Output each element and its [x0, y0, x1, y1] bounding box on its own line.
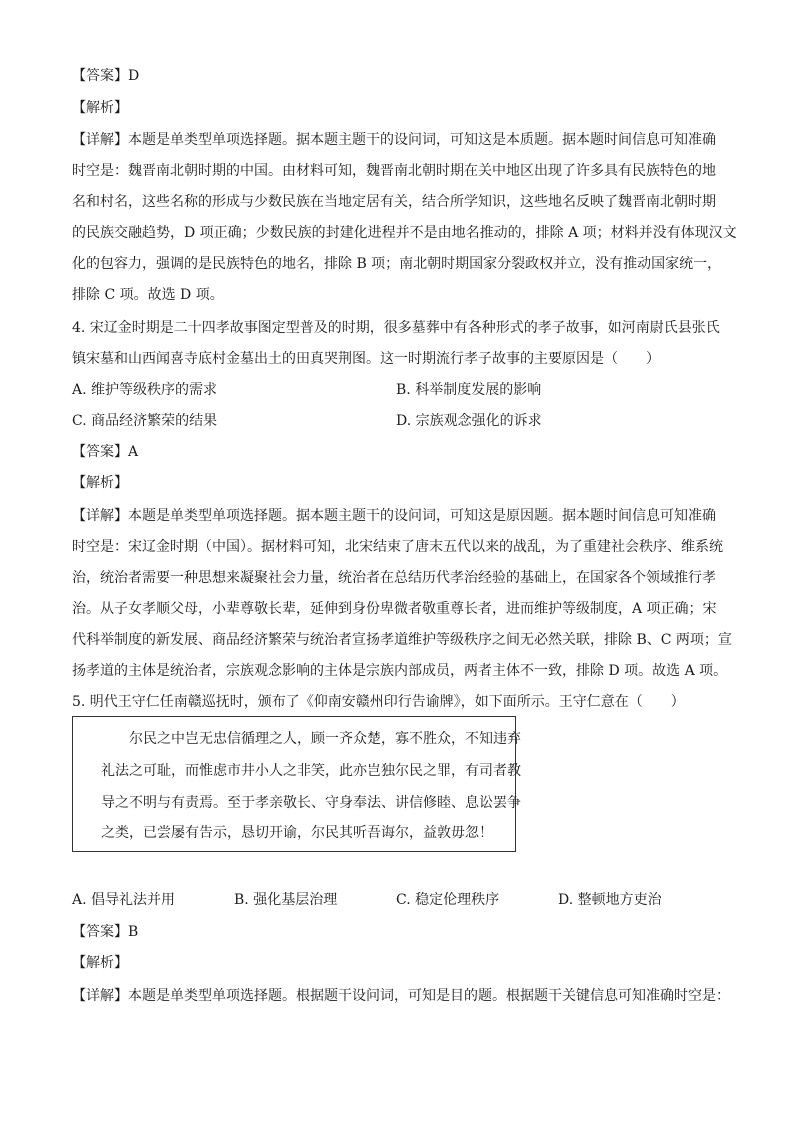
- answer-value: A: [128, 444, 139, 460]
- q4-detail-line: 治。从子女孝顺父母，小辈尊敬长辈，延伸到身份卑微者敬重尊长者，进而维护等级制度，A 项正确；宋: [72, 601, 717, 617]
- q3-answer: [72, 66, 139, 86]
- q5-stem: 5. 明代王守仁任南赣巡抚时，颁布了《仰南安赣州印行告谕牌》，如下面所示。王守仁意在（ ）: [72, 694, 685, 710]
- q3-detail-line: 名和村名，这些名称的形成与少数民族在当地定居有关，结合所学知识，这些地名反映了魏晋南北朝时期: [72, 194, 716, 210]
- q5-option-a: A. 倡导礼法并用: [72, 892, 176, 908]
- quote-line: 礼法之可耻，而惟虑市井小人之非笑，此亦岂独尔民之罪，有司者教: [101, 763, 521, 779]
- q4-detail-line: 扬孝道的主体是统治者，宗族观念影响的主体是宗族内部成员，两者主体不一致，排除 D 项。故选 A 项。: [72, 663, 728, 679]
- answer-value: B: [128, 924, 139, 940]
- q5-analysis-tag: 【解析】: [72, 955, 128, 971]
- q4-detail-line: 代科举制度的新发展、商品经济繁荣与统治者宣扬孝道维护等级秩序之间无必然关联，排除 B、C 两项；宣: [72, 632, 732, 648]
- q4-stem-line: 镇宋墓和山西闻喜寺底村金墓出土的田真哭荆图。这一时期流行孝子故事的主要原因是（ ）: [72, 351, 660, 367]
- answer-value: D: [128, 68, 140, 84]
- q3-detail-line: 的民族交融趋势，D 项正确；少数民族的封建化进程并不是由地名推动的，排除 A 项；材料并没有体现汉文: [72, 225, 737, 241]
- q4-stem-line: 4. 宋辽金时期是二十四孝故事图定型普及的时期，很多墓葬中有各种形式的孝子故事，如河南尉氏县张氏: [72, 320, 720, 336]
- q3-detail-line: 排除 C 项。故选 D 项。: [72, 287, 224, 303]
- q5-answer: [72, 922, 138, 942]
- answer-tag: 【答案】: [72, 444, 128, 460]
- q3-detail-line: 化的包容力，强调的是民族特色的地名，排除 B 项；南北朝时期国家分裂政权并立，没有推动国家统一，: [72, 256, 722, 272]
- q4-option-a: A. 维护等级秩序的需求: [72, 382, 218, 398]
- quote-line: 导之不明与有责焉。至于孝亲敬长、守身奉法、讲信修睦、息讼罢争: [101, 795, 521, 811]
- q4-analysis-tag: 【解析】: [72, 475, 128, 491]
- quote-box: [72, 716, 521, 852]
- q5-detail-line: 【详解】本题是单类型单项选择题。根据题干设问词，可知是目的题。根据题干关键信息可知准确时空是：: [72, 988, 730, 1004]
- answer-tag: 【答案】: [72, 924, 128, 940]
- answer-tag: 【答案】: [72, 68, 128, 84]
- quote-line: 之类，已尝屡有告示，恳切开谕，尔民其听吾诲尔，益敦毋忽！: [101, 825, 493, 841]
- q4-detail-line: 【详解】本题是单类型单项选择题。据本题主题干的设问词，可知这是原因题。据本题时间信息可知准确: [72, 508, 716, 524]
- q4-option-d: D. 宗族观念强化的诉求: [396, 413, 542, 429]
- q3-analysis-tag: 【解析】: [72, 100, 128, 116]
- q3-detail-line: 【详解】本题是单类型单项选择题。据本题主题干的设问词，可知这是本质题。据本题时间信息可知准确: [72, 132, 716, 148]
- q5-option-b: B. 强化基层治理: [234, 892, 338, 908]
- q3-detail-line: 时空是：魏晋南北朝时期的中国。由材料可知，魏晋南北朝时期在关中地区出现了许多具有民族特色的地: [72, 163, 716, 179]
- q5-option-d: D. 整顿地方吏治: [558, 892, 662, 908]
- q5-option-c: C. 稳定伦理秩序: [396, 892, 500, 908]
- quote-line: 尔民之中岂无忠信循理之人，顾一齐众楚，寡不胜众，不知违弃: [129, 731, 521, 747]
- q4-answer: [72, 442, 138, 462]
- q4-option-b: B. 科举制度发展的影响: [396, 382, 542, 398]
- q4-option-c: C. 商品经济繁荣的结果: [72, 413, 218, 429]
- q4-detail-line: 治，统治者需要一种思想来凝聚社会力量，统治者在总结历代孝治经验的基础上，在国家各个领域推行孝: [72, 570, 716, 586]
- q4-detail-line: 时空是：宋辽金时期（中国）。据材料可知，北宋结束了唐末五代以来的战乱，为了重建社会秩序、维系统: [72, 539, 723, 555]
